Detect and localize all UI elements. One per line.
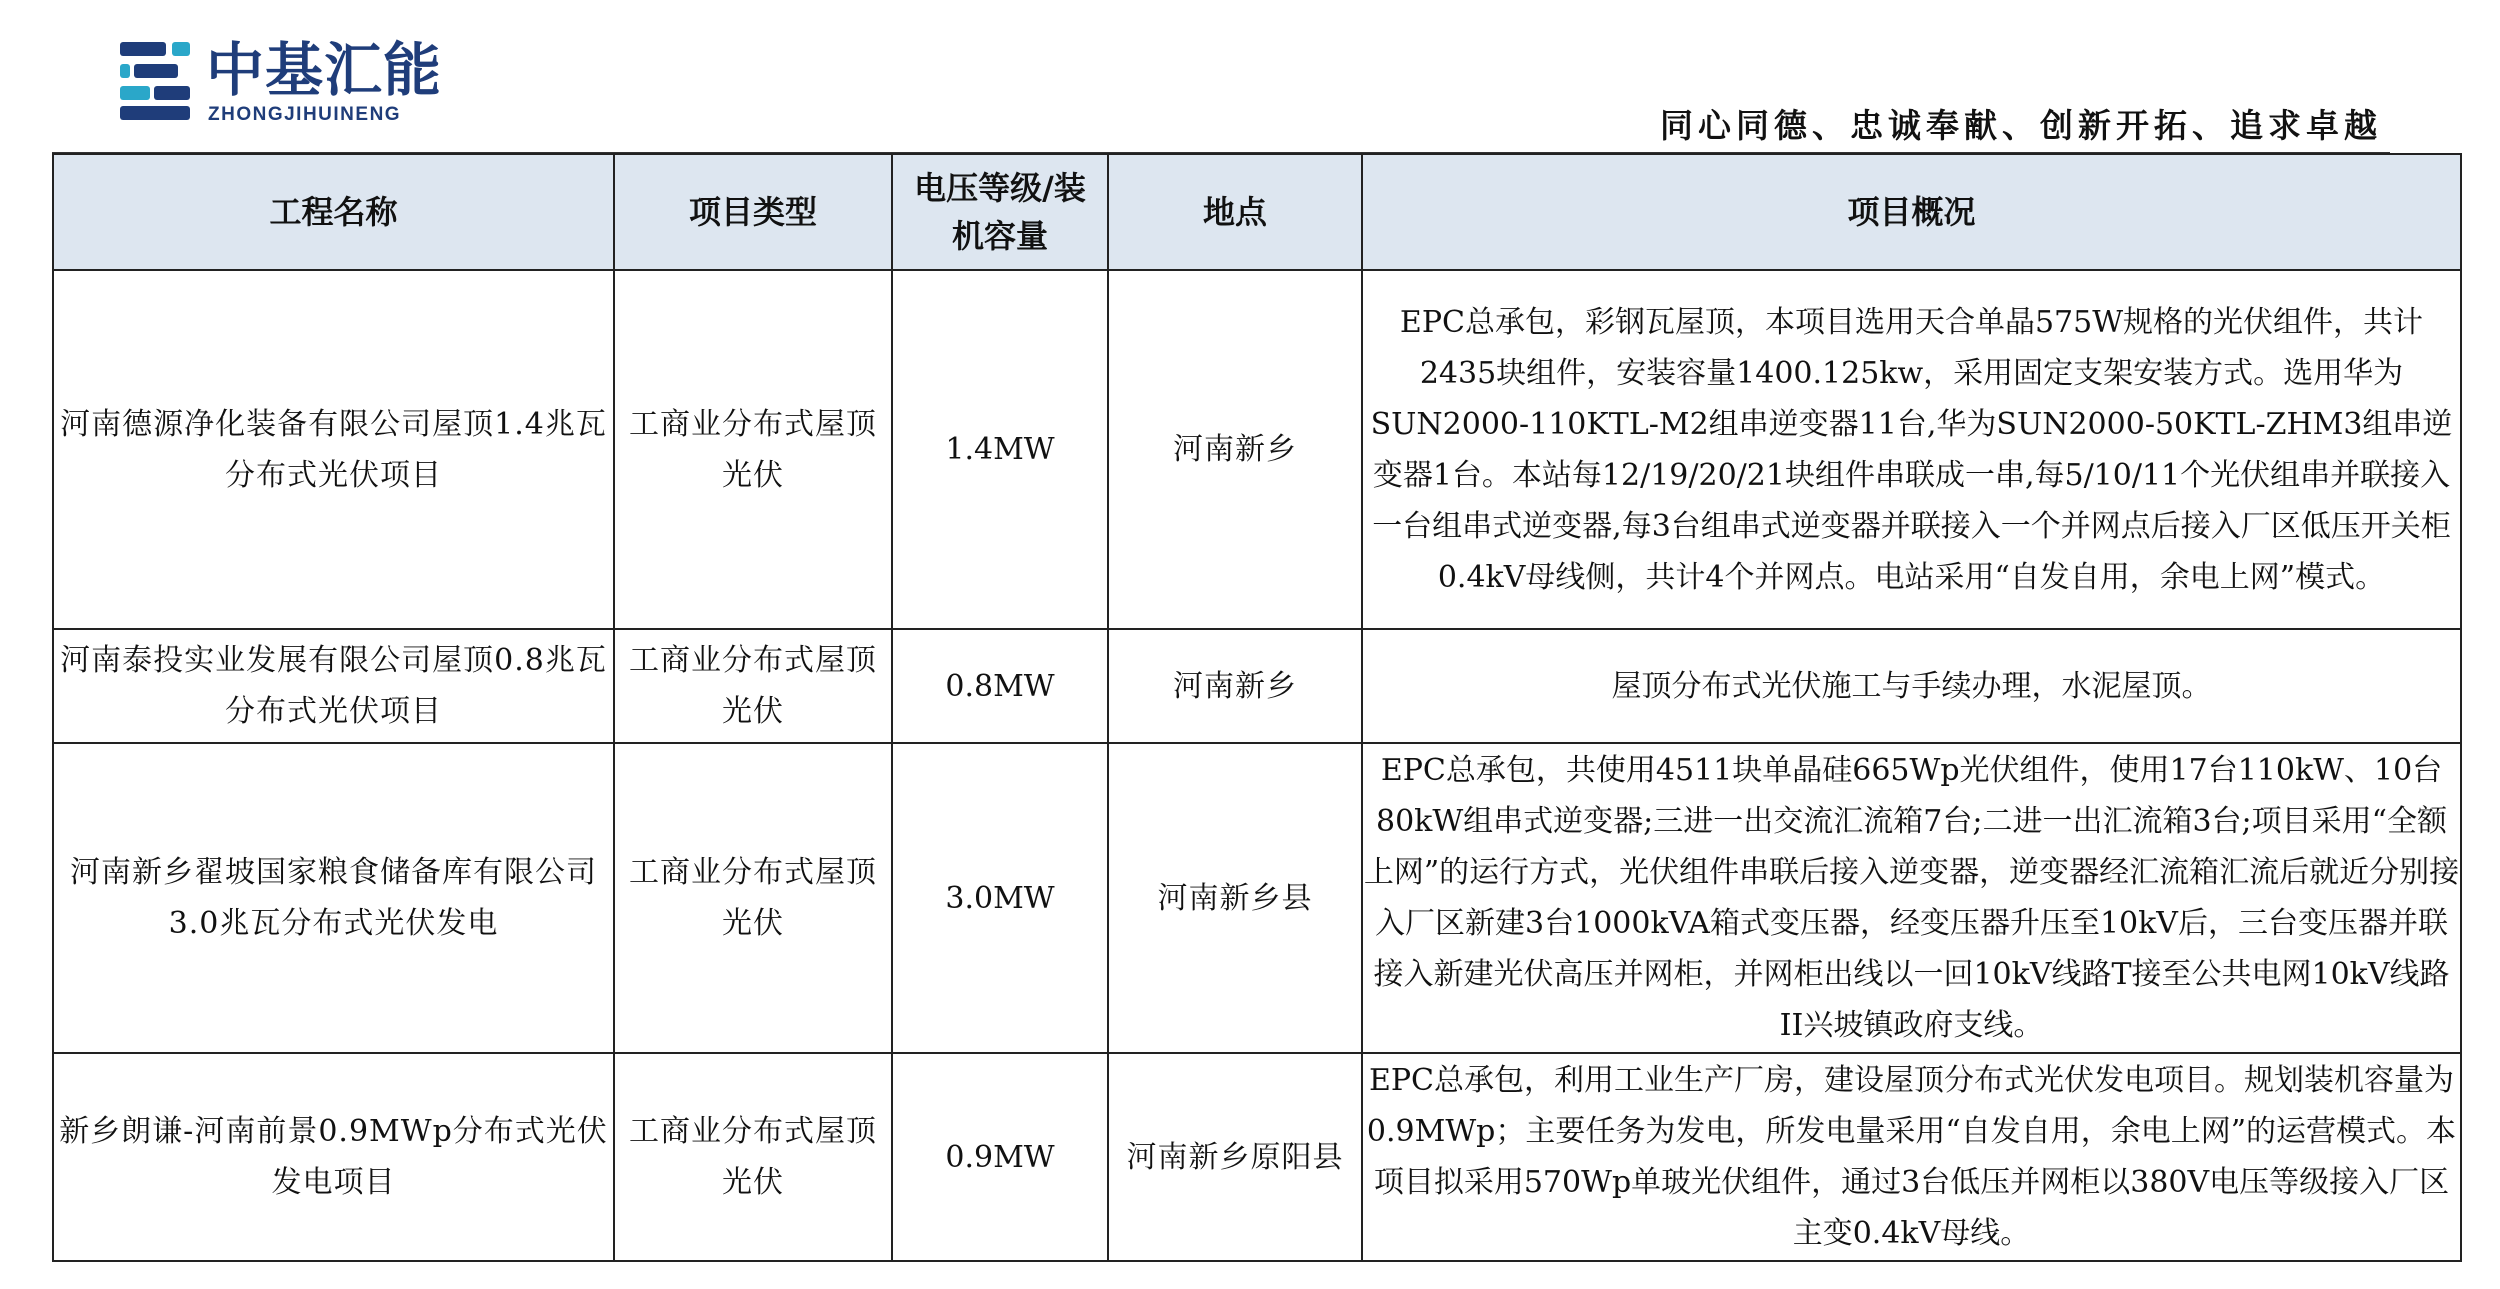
summary-cell: 屋顶分布式光伏施工与手续办理，水泥屋顶。	[1362, 629, 2461, 743]
header-voltage-capacity	[892, 154, 1108, 270]
project-type-cell: 工商业分布式屋顶光伏	[614, 1053, 892, 1261]
project-name-cell: 河南德源净化装备有限公司屋顶1.4兆瓦分布式光伏项目	[53, 270, 614, 629]
company-slogan: 同心同德、忠诚奉献、创新开拓、追求卓越	[1660, 106, 2382, 145]
project-name-cell: 河南泰投实业发展有限公司屋顶0.8兆瓦分布式光伏项目	[53, 629, 614, 743]
location-cell: 河南新乡原阳县	[1108, 1053, 1362, 1261]
table-header-row	[53, 154, 2461, 270]
capacity-cell: 0.9MW	[892, 1053, 1108, 1261]
header-project-name: 工程名称	[53, 154, 614, 270]
capacity-cell: 0.8MW	[892, 629, 1108, 743]
table-row	[53, 270, 2461, 629]
location-cell: 河南新乡县	[1108, 743, 1362, 1053]
table-row	[53, 629, 2461, 743]
header-voltage-capacity-text: 电压等级/装机容量	[914, 169, 1086, 255]
location-cell: 河南新乡	[1108, 629, 1362, 743]
summary-cell: EPC总承包，彩钢瓦屋顶，本项目选用天合单晶575W规格的光伏组件，共计2435块组件，安装容量1400.125kw，采用固定支架安装方式。选用华为SUN2000-110KTL-M2组串逆变器11台,华为SUN2000-50KTL-ZHM3组串逆变器1台。本站每12/19/20/21块组件串联成一串,每5/10/11个光伏组串并联接入一台组串式逆变器,每3台组串式逆变器并联接入一个并网点后接入厂区低压开关柜0.4kV母线侧，共计4个并网点。电站采用“自发自用，余电上网”模式。	[1362, 270, 2461, 629]
project-name-cell: 河南新乡翟坡国家粮食储备库有限公司3.0兆瓦分布式光伏发电	[53, 743, 614, 1053]
capacity-cell: 3.0MW	[892, 743, 1108, 1053]
summary-cell: EPC总承包，共使用4511块单晶硅665Wp光伏组件，使用17台110kW、10台80kW组串式逆变器;三进一出交流汇流箱7台;二进一出汇流箱3台;项目采用“全额上网”的运行方式，光伏组件串联后接入逆变器，逆变器经汇流箱汇流后就近分别接入厂区新建3台1000kVA箱式变压器，经变压器升压至10kV后，三台变压器并联接入新建光伏高压并网柜，并网柜出线以一回10kV线路T接至公共电网10kV线路II兴坡镇政府支线。	[1362, 743, 2461, 1053]
project-name-cell: 新乡朗谦-河南前景0.9MWp分布式光伏发电项目	[53, 1053, 614, 1261]
project-table	[52, 153, 2462, 1262]
project-type-cell: 工商业分布式屋顶光伏	[614, 743, 892, 1053]
project-type-cell: 工商业分布式屋顶光伏	[614, 270, 892, 629]
table-row	[53, 743, 2461, 1053]
header-project-type: 项目类型	[614, 154, 892, 270]
header-location: 地点	[1108, 154, 1362, 270]
location-cell: 河南新乡	[1108, 270, 1362, 629]
capacity-cell: 1.4MW	[892, 270, 1108, 629]
summary-cell: EPC总承包，利用工业生产厂房，建设屋顶分布式光伏发电项目。规划装机容量为0.9MWp；主要任务为发电，所发电量采用“自发自用，余电上网”的运营模式。本项目拟采用570Wp单玻光伏组件，通过3台低压并网柜以380V电压等级接入厂区主变0.4kV母线。	[1362, 1053, 2461, 1261]
logo-chinese-name: 中基汇能	[206, 36, 443, 104]
logo-mark-icon	[120, 42, 192, 120]
project-type-cell: 工商业分布式屋顶光伏	[614, 629, 892, 743]
company-logo	[120, 36, 460, 126]
logo-english-name: ZHONGJIHUINENG	[208, 104, 402, 125]
table-row	[53, 1053, 2461, 1261]
header-summary: 项目概况	[1362, 154, 2461, 270]
